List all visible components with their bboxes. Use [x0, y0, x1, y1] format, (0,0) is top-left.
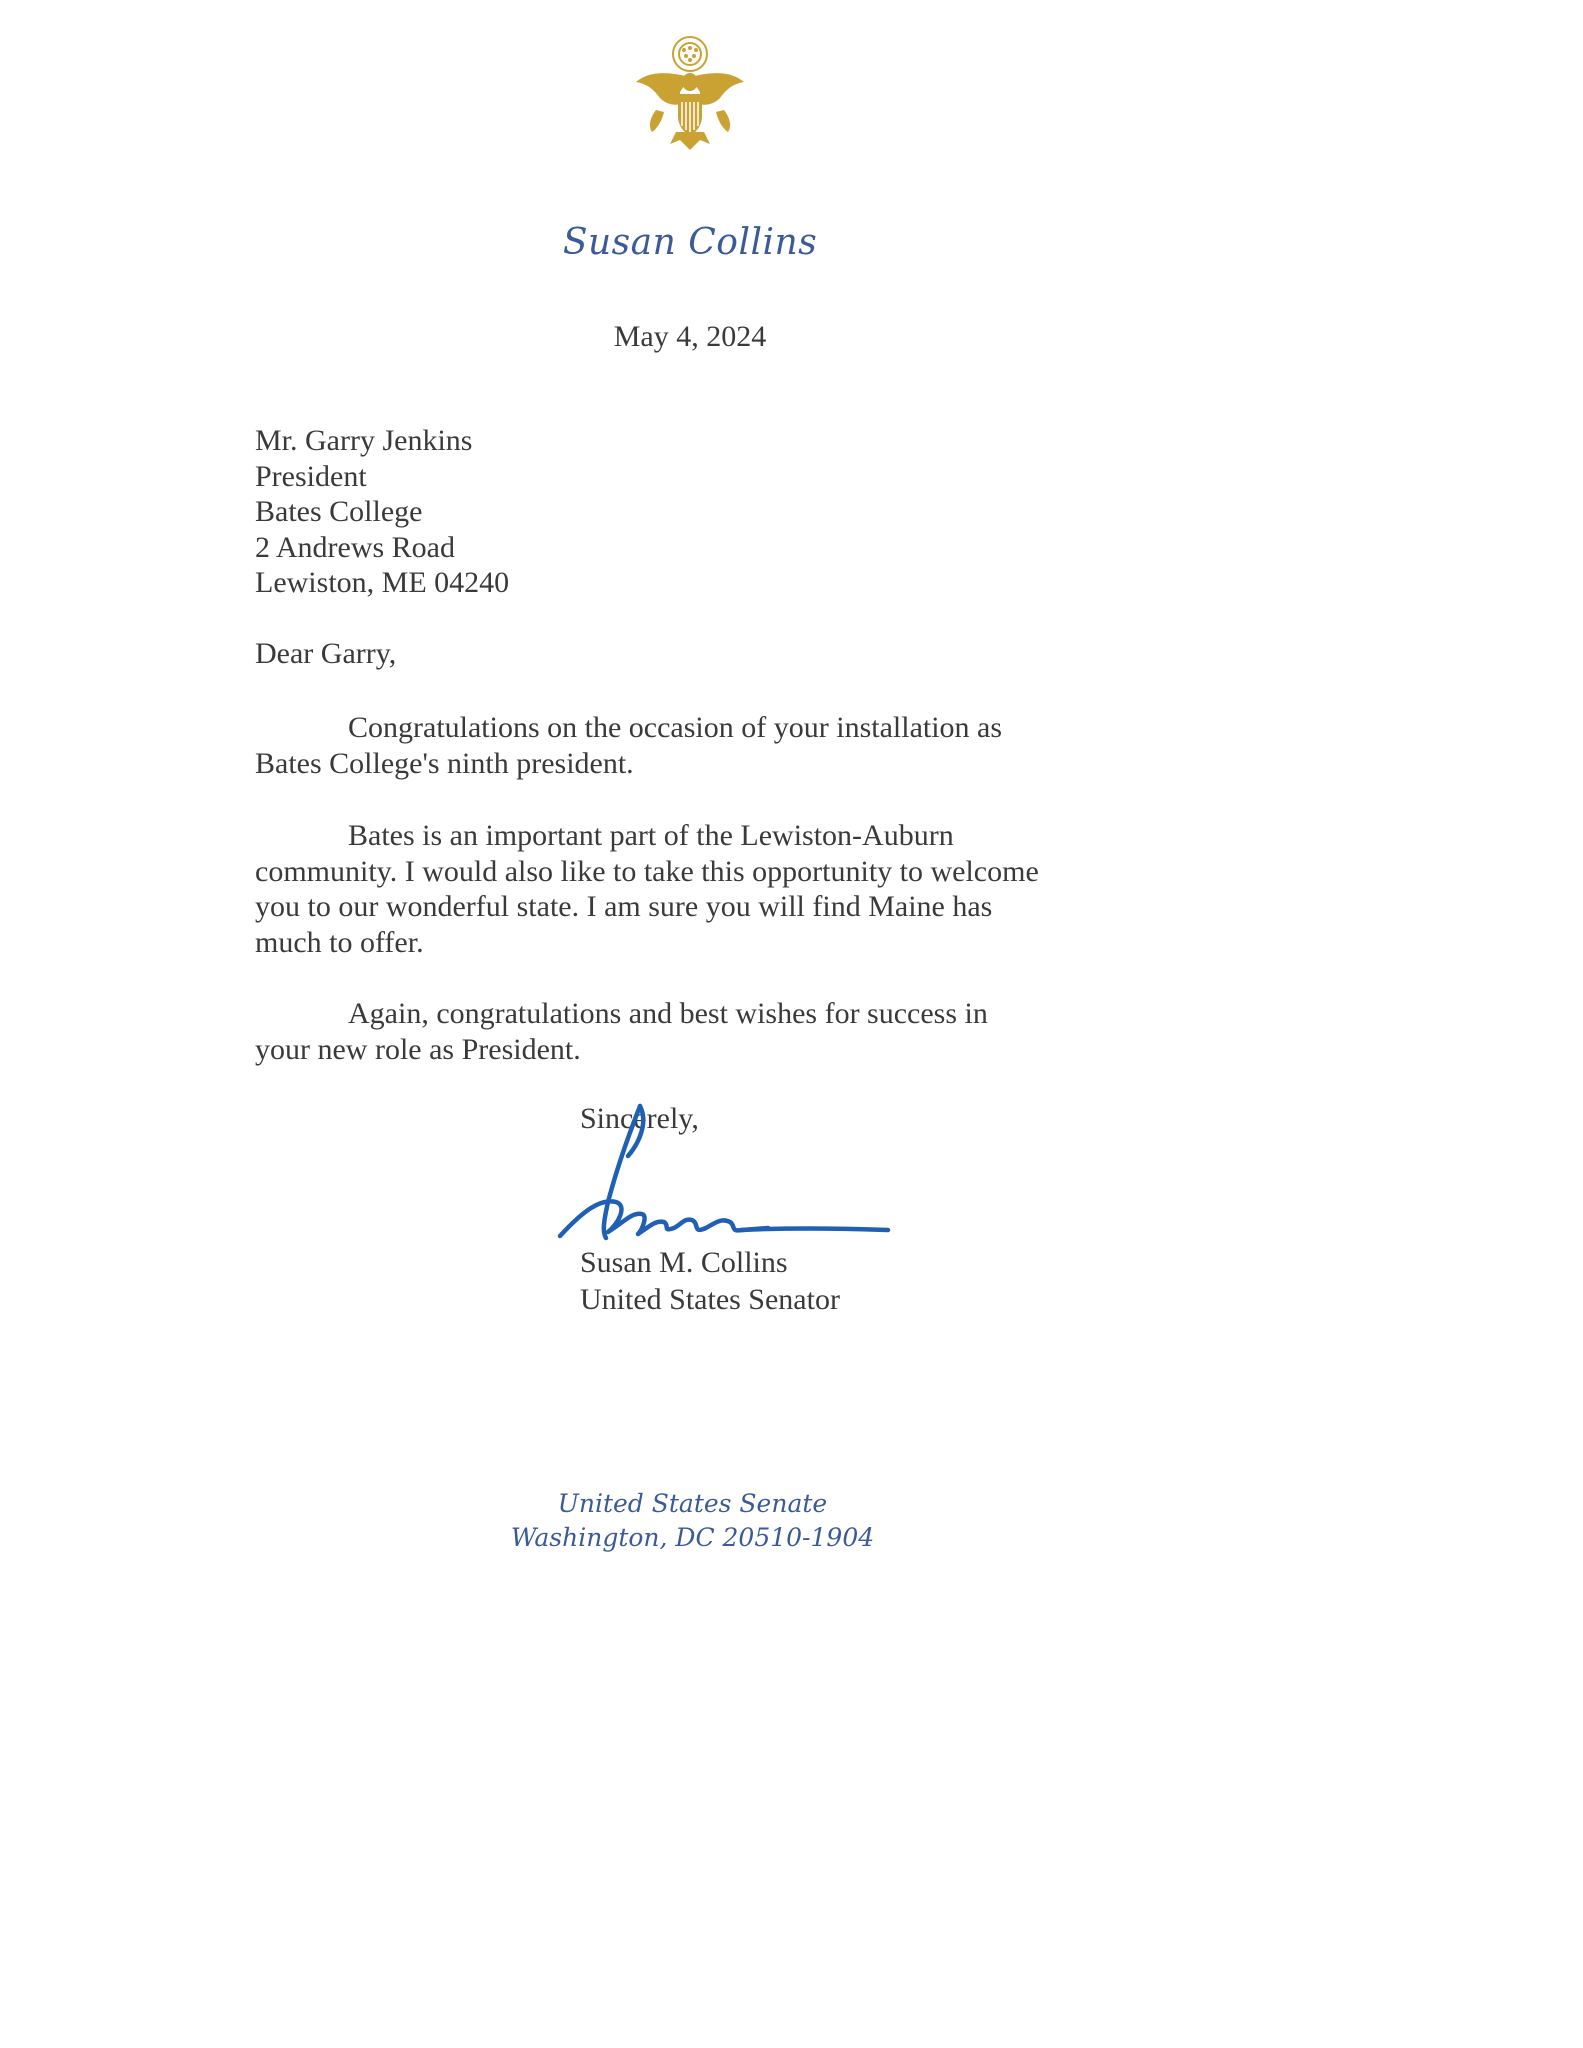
letterhead-footer: [0, 1487, 1385, 1555]
letter-date: May 4, 2024: [613, 320, 767, 353]
signer-name: Susan M. Collins: [580, 1246, 788, 1279]
recipient-city-state-zip: Lewiston, ME 04240: [255, 566, 510, 599]
letterhead-name: Susan Collins: [562, 222, 818, 263]
signer-block: [580, 1244, 840, 1318]
salutation: Dear Garry,: [255, 637, 397, 670]
body-paragraph: Bates is an important part of the Lewiston-Auburn community. I would also like to take this opportunity to welcome you to our wonderful state. I am sure you will find Maine has much to offer.: [255, 819, 1039, 959]
handwritten-signature-icon: [552, 1092, 897, 1260]
recipient-organization: Bates College: [255, 495, 423, 528]
great-seal-eagle-icon: [630, 32, 750, 157]
signer-title: United States Senator: [580, 1283, 840, 1316]
recipient-address: [255, 423, 509, 601]
recipient-name: Mr. Garry Jenkins: [255, 424, 473, 457]
body-paragraph: Again, congratulations and best wishes for success in your new role as President.: [255, 997, 988, 1066]
closing: Sincerely,: [580, 1102, 699, 1135]
recipient-title: President: [255, 459, 367, 493]
recipient-street: 2 Andrews Road: [255, 530, 455, 564]
footer-institution: United States Senate: [557, 1489, 828, 1518]
body-paragraph: Congratulations on the occasion of your installation as Bates College's ninth president.: [255, 711, 1003, 780]
footer-address: Washington, DC 20510-1904: [510, 1523, 875, 1552]
